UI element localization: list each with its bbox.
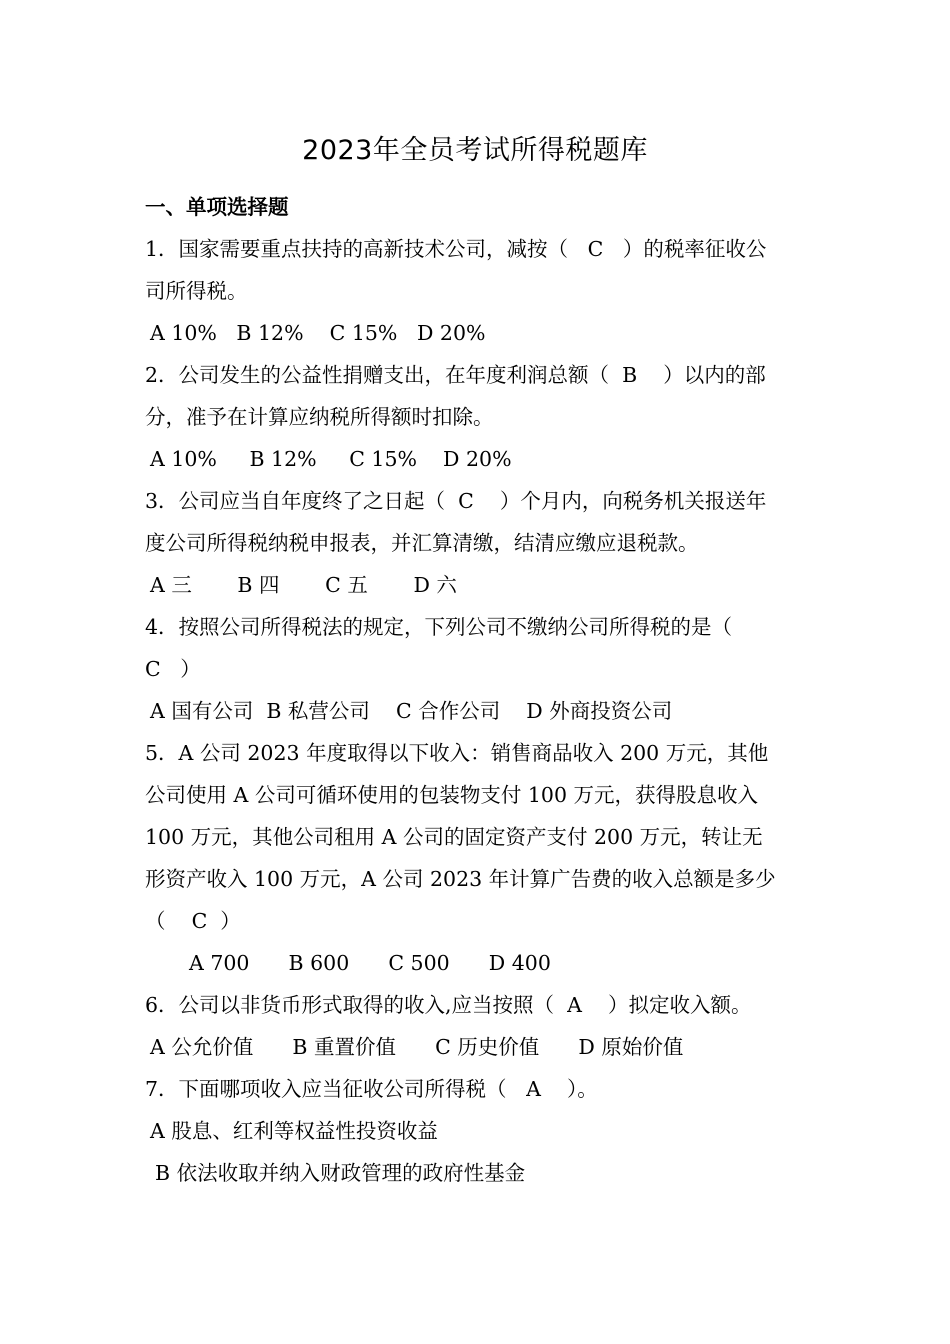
q7-option-a: A 股息、红利等权益性投资收益 [150,1119,438,1143]
q7-line-1: 7．下面哪项收入应当征收公司所得税（ A ）。 [145,1077,598,1101]
q5-options: A 700 B 600 C 500 D 400 [189,951,551,975]
section-heading: 一、单项选择题 [145,195,289,219]
q2-options: A 10% B 12% C 15% D 20% [150,447,512,471]
q1-options: A 10% B 12% C 15% D 20% [150,321,486,345]
q1-line-1: 1．国家需要重点扶持的高新技术公司，减按（ C ）的税率征收公 [145,237,767,261]
q5-line-5: （ C ） [145,909,241,933]
q5-line-4: 形资产收入 100 万元，A 公司 2023 年计算广告费的收入总额是多少 [145,867,776,891]
q2-line-1: 2．公司发生的公益性捐赠支出，在年度利润总额（ B ）以内的部 [145,363,766,387]
q7-option-b: B 依法收取并纳入财政管理的政府性基金 [155,1161,526,1185]
q6-line-1: 6．公司以非货币形式取得的收入,应当按照（ A ）拟定收入额。 [145,993,752,1017]
q3-options: A 三 B 四 C 五 D 六 [150,573,457,597]
q5-line-3: 100 万元，其他公司租用 A 公司的固定资产支付 200 万元，转让无 [145,825,763,849]
q5-line-2: 公司使用 A 公司可循环使用的包装物支付 100 万元，获得股息收入 [145,783,758,807]
q5-line-1: 5．A 公司 2023 年度取得以下收入：销售商品收入 200 万元，其他 [145,741,769,765]
question-list [145,186,810,1194]
q4-line-1: 4．按照公司所得税法的规定，下列公司不缴纳公司所得税的是（ [145,615,733,639]
q4-options: A 国有公司 B 私营公司 C 合作公司 D 外商投资公司 [150,699,673,723]
q1-line-2: 司所得税。 [145,279,248,303]
q6-options: A 公允价值 B 重置价值 C 历史价值 D 原始价值 [150,1035,684,1059]
q3-line-1: 3．公司应当自年度终了之日起（ C ）个月内，向税务机关报送年 [145,489,767,513]
q4-line-2: C ） [145,657,201,681]
q3-line-2: 度公司所得税纳税申报表，并汇算清缴，结清应缴应退税款。 [145,531,699,555]
q2-line-2: 分，准予在计算应纳税所得额时扣除。 [145,405,494,429]
document-title: 2023年全员考试所得税题库 [302,135,648,166]
